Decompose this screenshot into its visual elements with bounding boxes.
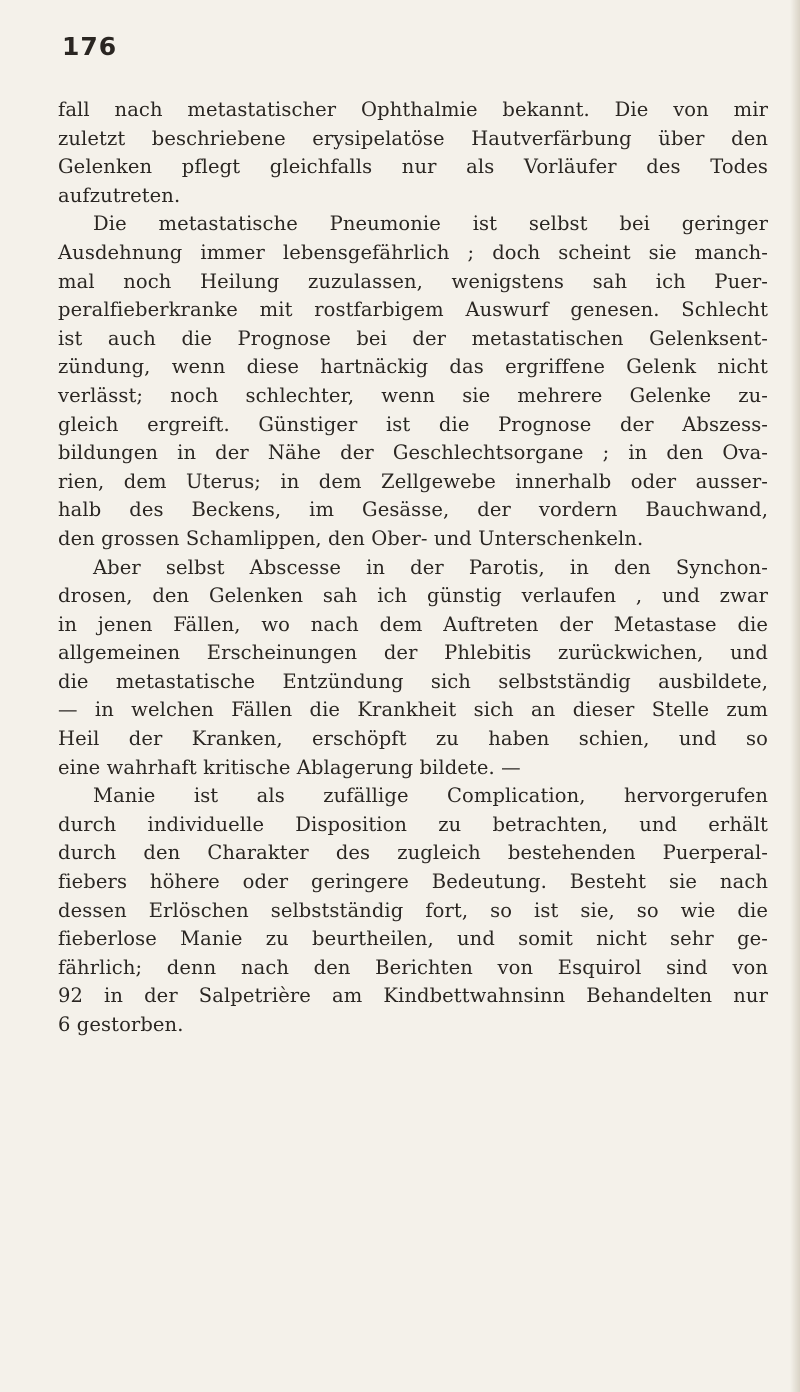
text-line: aufzutreten. bbox=[58, 183, 181, 207]
text-line: in jenen Fällen, wo nach dem Auftreten der Metastase die bbox=[58, 612, 768, 636]
text-line: verlässt; noch schlechter, wenn sie mehrere Gelenke zu- bbox=[58, 383, 768, 407]
text-line: eine wahrhaft kritische Ablagerung bildete. — bbox=[58, 755, 521, 779]
text-line: den grossen Schamlippen, den Ober- und Unterschenkeln. bbox=[58, 526, 644, 550]
body-text bbox=[58, 96, 768, 1040]
text-line: Die metastatische Pneumonie ist selbst bei geringer bbox=[93, 212, 768, 236]
text-line: durch individuelle Disposition zu betrachten, und erhält bbox=[58, 812, 768, 836]
text-line: peralfieberkranke mit rostfarbigem Auswurf genesen. Schlecht bbox=[58, 298, 768, 322]
text-line: 6 gestorben. bbox=[58, 1013, 184, 1036]
text-line: rien, dem Uterus; in dem Zellgewebe innerhalb oder ausser- bbox=[58, 469, 768, 493]
text-line: bildungen in der Nähe der Geschlechtsorgane ; in den Ova- bbox=[58, 441, 768, 465]
page-number: 176 bbox=[62, 32, 118, 61]
text-line: Gelenken pflegt gleichfalls nur als Vorläufer des Todes bbox=[58, 155, 768, 179]
text-line: zuletzt beschriebene erysipelatöse Hautverfärbung über den bbox=[58, 126, 768, 150]
text-line: 92 in der Salpetrière am Kindbettwahnsinn Behandelten nur bbox=[58, 984, 768, 1008]
text-line: Manie ist als zufällige Complication, hervorgerufen bbox=[93, 784, 768, 808]
text-line: halb des Beckens, im Gesässe, der vordern Bauchwand, bbox=[58, 498, 768, 522]
text-line: die metastatische Entzündung sich selbstständig ausbildete, bbox=[58, 669, 768, 693]
text-line: drosen, den Gelenken sah ich günstig verlaufen , und zwar bbox=[58, 584, 768, 608]
text-line: fährlich; denn nach den Berichten von Esquirol sind von bbox=[58, 955, 768, 979]
text-line: durch den Charakter des zugleich bestehenden Puerperal- bbox=[58, 841, 768, 865]
text-line: fiebers höhere oder geringere Bedeutung. Besteht sie nach bbox=[58, 870, 768, 894]
paragraph bbox=[58, 210, 768, 553]
paragraph bbox=[58, 782, 768, 1039]
text-line: — in welchen Fällen die Krankheit sich an dieser Stelle zum bbox=[58, 698, 768, 722]
text-line: dessen Erlöschen selbstständig fort, so ist sie, so wie die bbox=[58, 898, 768, 922]
text-line: ist auch die Prognose bei der metastatischen Gelenksent- bbox=[58, 326, 768, 350]
text-line: fall nach metastatischer Ophthalmie bekannt. Die von mir bbox=[58, 98, 768, 121]
paragraph bbox=[58, 554, 768, 783]
text-line: mal noch Heilung zuzulassen, wenigstens sah ich Puer- bbox=[58, 269, 768, 293]
text-line: Ausdehnung immer lebensgefährlich ; doch scheint sie manch- bbox=[58, 240, 768, 264]
text-line: Heil der Kranken, erschöpft zu haben schien, und so bbox=[58, 727, 768, 751]
text-line: Aber selbst Abscesse in der Parotis, in den Synchon- bbox=[93, 555, 768, 579]
text-line: allgemeinen Erscheinungen der Phlebitis zurückwichen, und bbox=[58, 641, 768, 665]
paragraph bbox=[58, 96, 768, 210]
text-line: zündung, wenn diese hartnäckig das ergriffene Gelenk nicht bbox=[58, 355, 768, 379]
text-line: fieberlose Manie zu beurtheilen, und somit nicht sehr ge- bbox=[58, 927, 768, 951]
page-edge-shadow bbox=[790, 0, 800, 1392]
text-line: gleich ergreift. Günstiger ist die Prognose der Abszess- bbox=[58, 412, 768, 436]
